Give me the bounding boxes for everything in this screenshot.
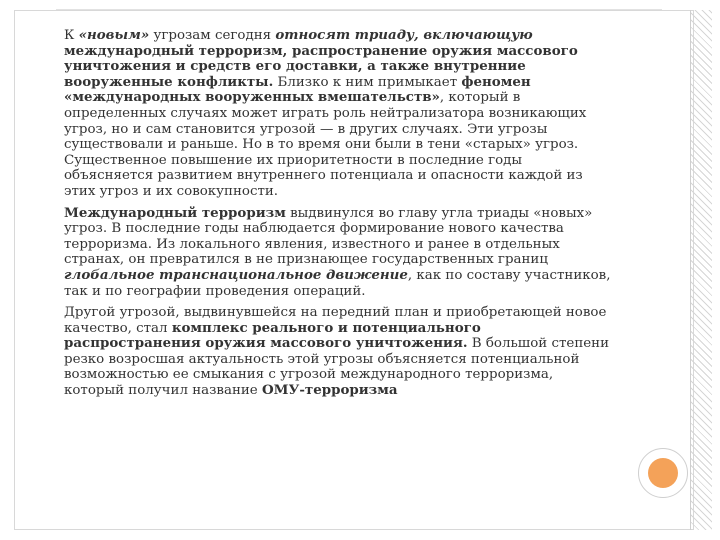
text-run: Близко к ним примыкает — [273, 74, 462, 90]
text-run: комплекс реального и потенциального распространения оружия массового уничтожения. — [64, 319, 481, 352]
text-run: , как по составу участников, так и по географии проведения операций. — [64, 267, 611, 299]
text-run: В большой степени резко возросшая актуальность этой угрозы объясняется потенциальной возможностью ее смыкания с угрозой международного терроризма, который получил название — [64, 336, 610, 399]
orange-circle-icon — [648, 458, 678, 488]
text-run: ОМУ-терроризма — [262, 382, 398, 399]
text-run: , который в определенных случаях может играть роль нейтрализатора возникающих угроз, но и сам становится угрозой — в других случаях. Эти угрозы существовали и раньше. Но в то время они были в тени «старых» угроз. Существенное повышение их приоритетности в последние годы объясняется развитием внутреннего потенциала и опасности каждой из этих угроз и их совокупности. — [64, 90, 587, 199]
text-run: международный терроризм, распространение оружия массового уничтожения и средств его доставки, а также внутренние вооруженные конфликты. — [64, 42, 578, 90]
text-run: Международный терроризм — [64, 204, 286, 221]
text-run: К — [64, 28, 79, 43]
top-divider — [56, 9, 662, 10]
text-run: Другой угрозой, выдвинувшейся на передний план и приобретающей новое качество, стал — [64, 305, 607, 336]
text-run: угрозам сегодня — [149, 28, 276, 43]
paragraph-wmd — [64, 305, 612, 399]
text-run: «новым» — [78, 27, 150, 43]
right-decorative-bar — [690, 10, 712, 530]
paragraph-terrorism — [64, 206, 612, 300]
text-run: относят триаду, включающую — [275, 27, 533, 43]
text-run: феномен «международных вооруженных вмешательств» — [64, 73, 531, 106]
text-run: выдвинулся во главу угла триады «новых» угроз. В последние годы наблюдается формирование нового качества терроризма. Из локального явления, известного и ранее в отдельных странах, он превратился в не признающее государственных границ — [64, 205, 593, 268]
text-run: глобальное транснациональное движение — [64, 266, 408, 283]
paragraph-new-threats — [64, 28, 612, 200]
body-text — [64, 28, 612, 405]
